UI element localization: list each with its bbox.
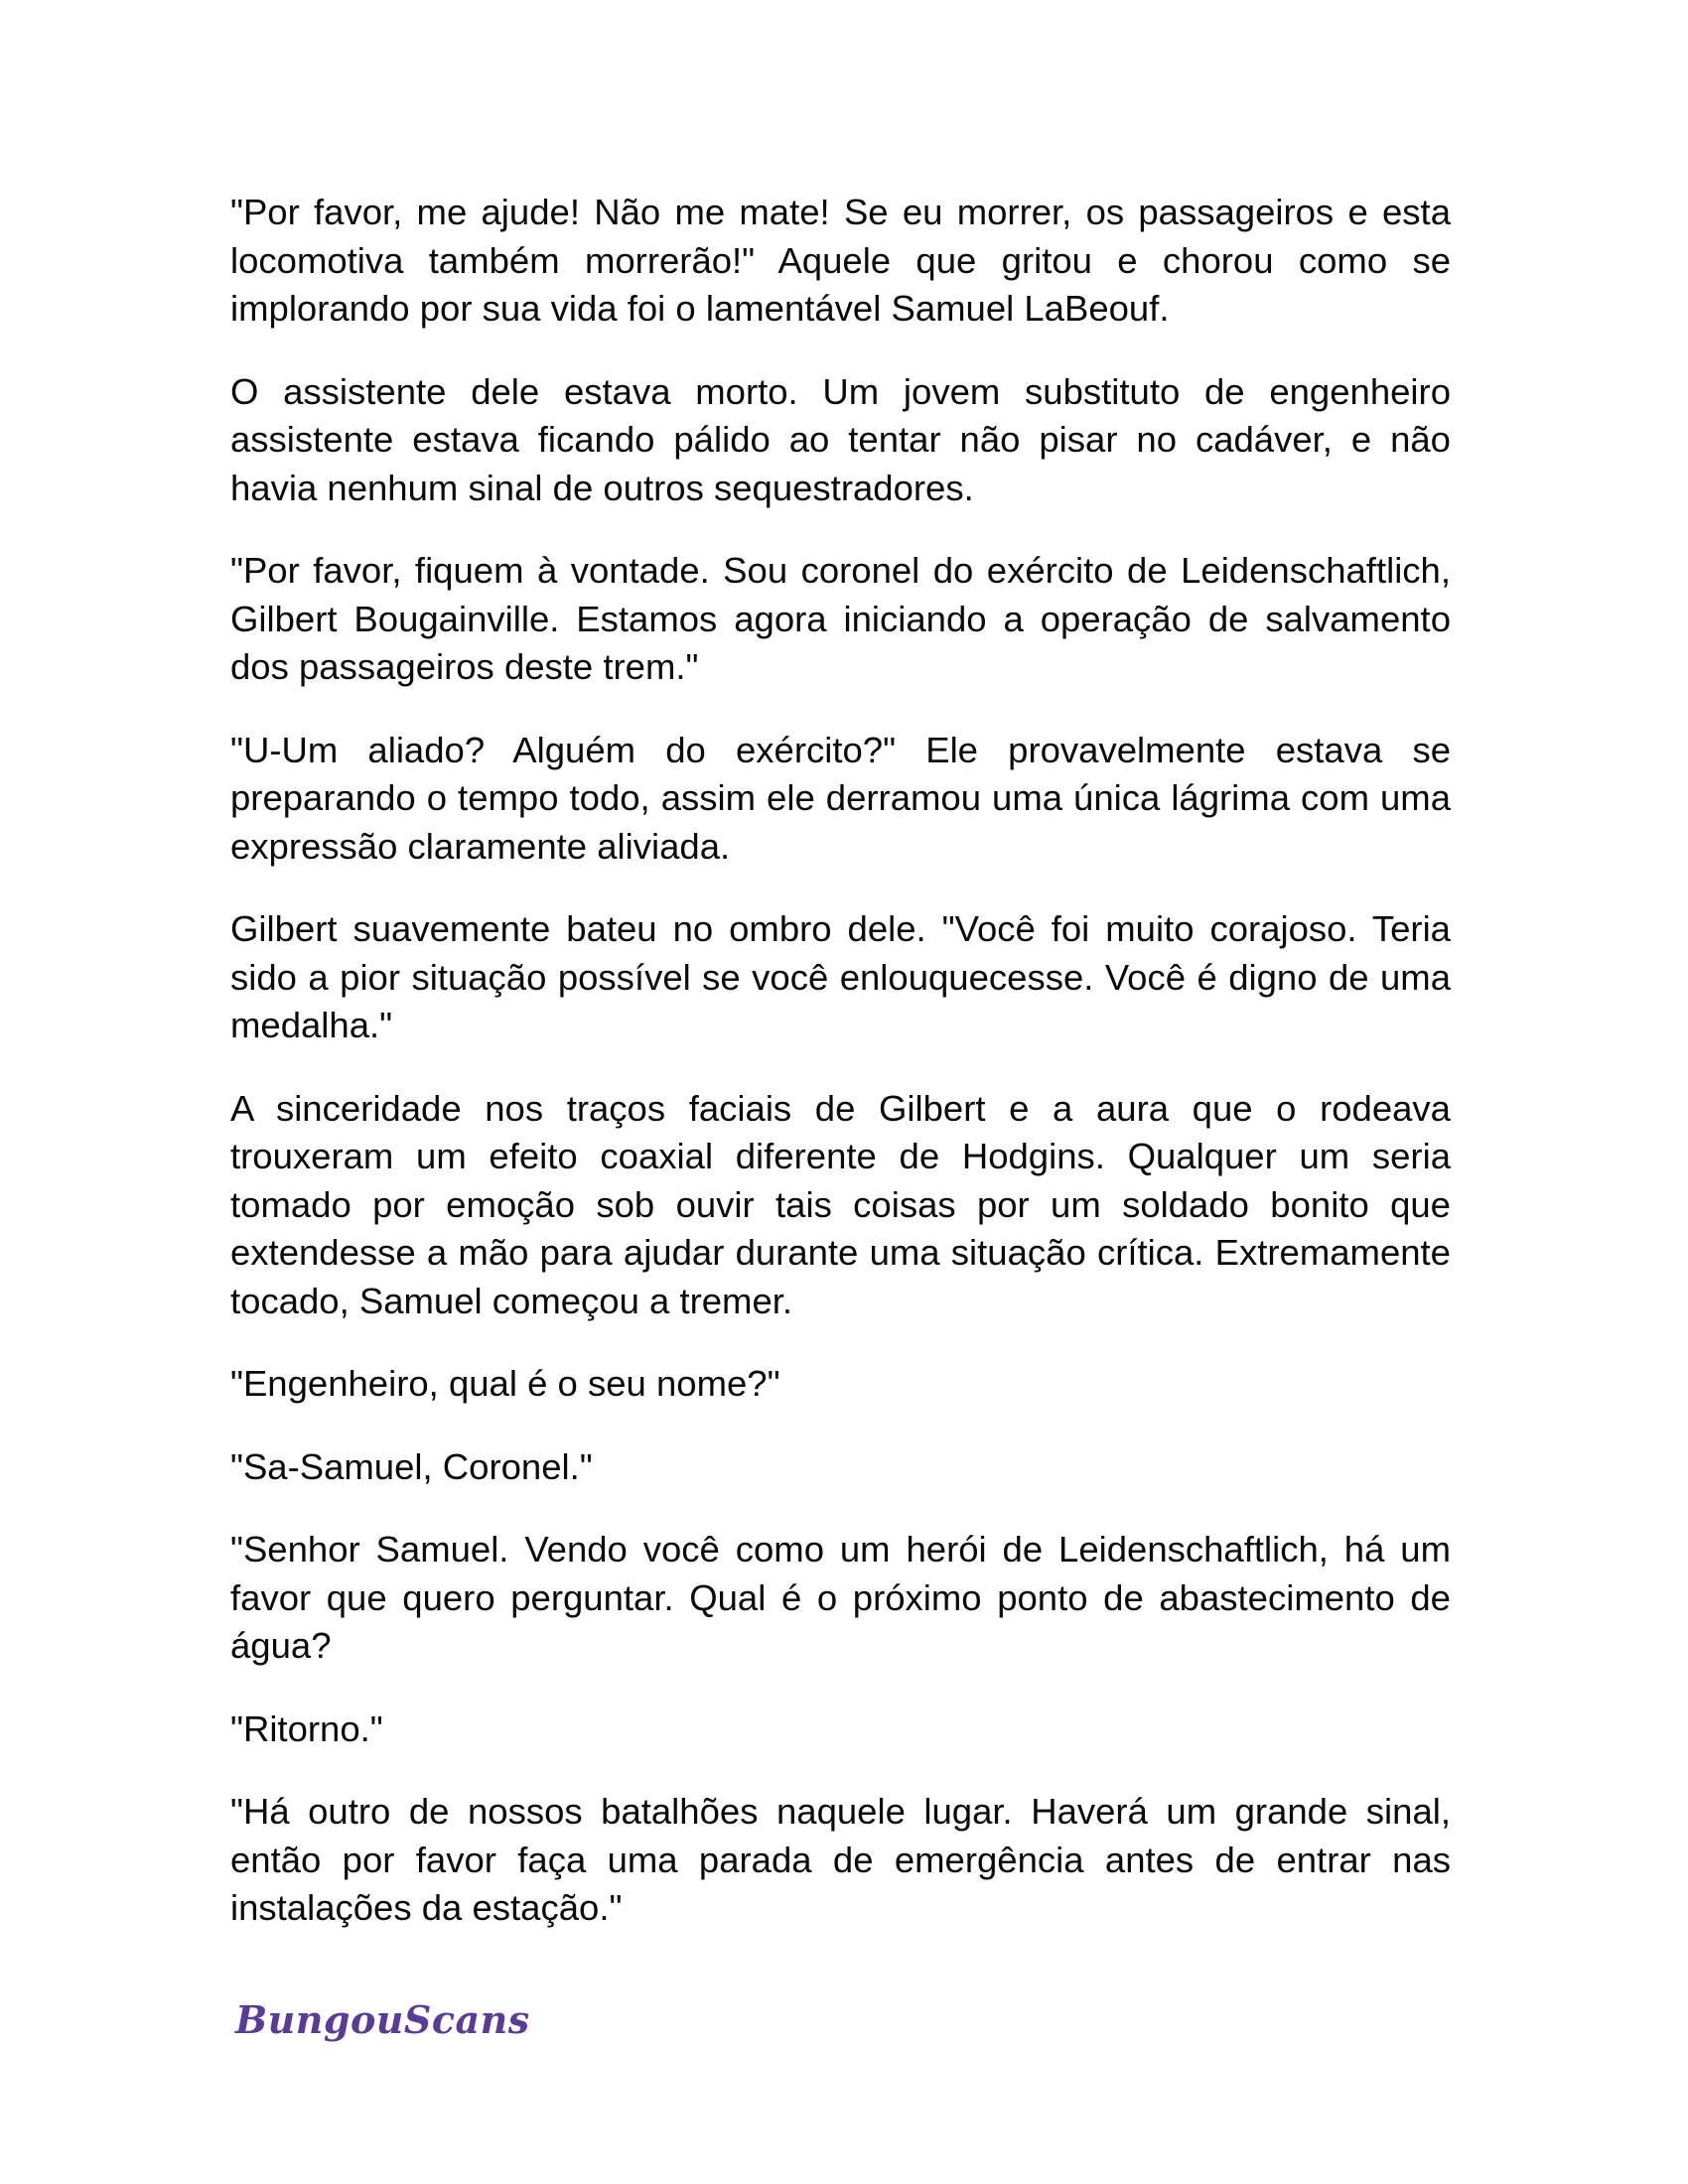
paragraph: Gilbert suavemente bateu no ombro dele. "Você foi muito corajoso. Teria sido a pior situação possível se você enlouquecesse. Você é digno de uma medalha." <box>230 908 1451 1045</box>
bungouscans-logo: BungouScans <box>235 1997 530 2042</box>
paragraph: "U-Um aliado? Alguém do exército?" Ele provavelmente estava se preparando o tempo todo, assim ele derramou uma única lágrima com uma expressão claramente aliviada. <box>230 729 1451 867</box>
paragraph: "Há outro de nossos batalhões naquele lugar. Haverá um grande sinal, então por favor faça uma parada de emergência antes de entrar nas instalações da estação." <box>230 1791 1451 1928</box>
paragraph: "Ritorno." <box>230 1707 383 1749</box>
paragraph: A sinceridade nos traços faciais de Gilbert e a aura que o rodeava trouxeram um efeito coaxial diferente de Hodgins. Qualquer um seria tomado por emoção sob ouvir tais coisas por um soldado bonito que extendesse a mão para ajudar durante uma situação crítica. Extremamente tocado, Samuel começou a tremer. <box>230 1087 1451 1321</box>
paragraph: "Sa-Samuel, Coronel." <box>230 1445 593 1487</box>
paragraph: "Por favor, fiquem à vontade. Sou coronel do exército de Leidenschaftlich, Gilbert Bougainville. Estamos agora iniciando a operação de salvamento dos passageiros deste trem." <box>230 550 1451 687</box>
paragraph: O assistente dele estava morto. Um jovem substituto de engenheiro assistente estava ficando pálido ao tentar não pisar no cadáver, e não havia nenhum sinal de outros sequestradores. <box>230 370 1451 508</box>
paragraph: "Por favor, me ajude! Não me mate! Se eu morrer, os passageiros e esta locomotiva também morrerão!" Aquele que gritou e chorou como se implorando por sua vida foi o lamentável Samuel LaBeouf. <box>230 192 1451 329</box>
paragraph: "Engenheiro, qual é o seu nome?" <box>230 1363 780 1404</box>
novel-text-column <box>230 189 1451 1968</box>
paragraph: "Senhor Samuel. Vendo você como um herói de Leidenschaftlich, há um favor que quero perguntar. Qual é o próximo ponto de abastecimento de água? <box>230 1529 1451 1666</box>
